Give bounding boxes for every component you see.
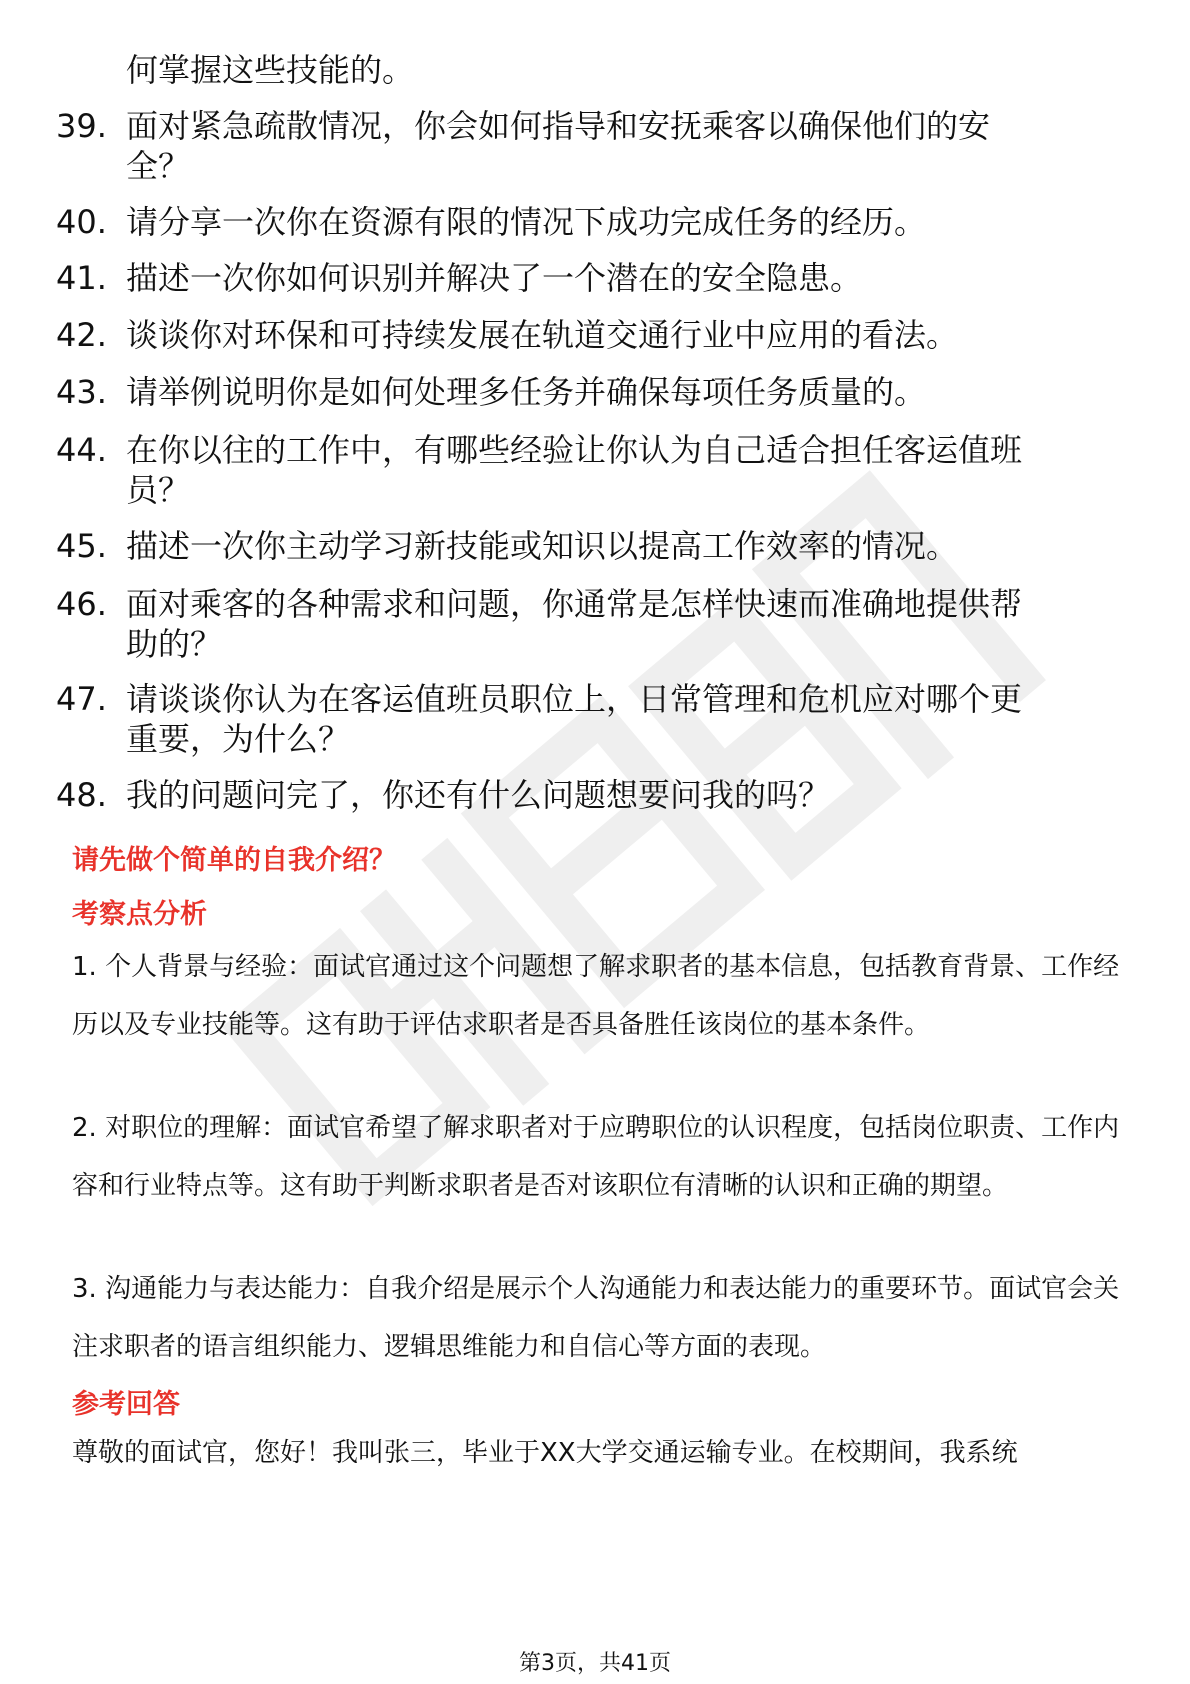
question-number: 43. [56, 373, 107, 411]
page-footer: 第3页，共41页 [519, 1651, 671, 1676]
question-number: 41. [56, 259, 107, 297]
question-item-48 [56, 775, 1116, 815]
question-item-43 [56, 372, 1116, 412]
question-text: 我的问题问完了，你还有什么问题想要问我的吗？ [126, 776, 831, 814]
question-number: 46. [56, 585, 107, 623]
question-number: 42. [56, 316, 107, 354]
question-number: 39. [56, 107, 107, 145]
question-item-46 [56, 584, 1116, 664]
question-text: 在你以往的工作中，有哪些经验让你认为自己适合担任客运值班员？ [126, 431, 1023, 509]
question-number: 47. [56, 680, 107, 718]
question-text: 请分享一次你在资源有限的情况下成功完成任务的经历。 [126, 203, 927, 241]
question-text: 请举例说明你是如何处理多任务并确保每项任务质量的。 [126, 373, 927, 411]
question-item-42 [56, 315, 1116, 355]
question-number: 45. [56, 527, 107, 565]
analysis-point-2: 2. 对职位的理解：面试官希望了解求职者对于应聘职位的认识程度，包括岗位职责、工作内容和行业特点等。这有助于判断求职者是否对该职位有清晰的认识和正确的期望。 [72, 1113, 1120, 1201]
question-item-45 [56, 526, 1116, 566]
question-text: 谈谈你对环保和可持续发展在轨道交通行业中应用的看法。 [126, 316, 959, 354]
question-item-44 [56, 430, 1116, 510]
analysis-point-3: 3. 沟通能力与表达能力：自我介绍是展示个人沟通能力和表达能力的重要环节。面试官会关注求职者的语言组织能力、逻辑思维能力和自信心等方面的表现。 [72, 1274, 1120, 1362]
question-item-39 [56, 106, 1116, 186]
section-answer-title: 参考回答 [72, 1389, 180, 1420]
question-number: 44. [56, 431, 107, 469]
question-item-41 [56, 258, 1116, 298]
question-text: 描述一次你主动学习新技能或知识以提高工作效率的情况。 [126, 527, 959, 565]
question-item-40 [56, 202, 1116, 242]
section-analysis-title: 考察点分析 [72, 899, 207, 930]
question-text: 何掌握这些技能的。 [126, 51, 415, 89]
analysis-point-1: 1. 个人背景与经验：面试官通过这个问题想了解求职者的基本信息，包括教育背景、工作经历以及专业技能等。这有助于评估求职者是否具备胜任该岗位的基本条件。 [72, 952, 1120, 1040]
question-text: 描述一次你如何识别并解决了一个潜在的安全隐患。 [126, 259, 863, 297]
question-number: 40. [56, 203, 107, 241]
section-question-title: 请先做个简单的自我介绍？ [72, 845, 396, 876]
question-number: 48. [56, 776, 107, 814]
answer-paragraph: 尊敬的面试官，您好！我叫张三，毕业于XX大学交通运输专业。在校期间，我系统 [72, 1438, 1018, 1468]
question-text: 请谈谈你认为在客运值班员职位上，日常管理和危机应对哪个更重要，为什么？ [126, 680, 1023, 758]
question-item-continued [56, 50, 1116, 90]
question-text: 面对乘客的各种需求和问题，你通常是怎样快速而准确地提供帮助的？ [126, 585, 1023, 663]
question-item-47 [56, 679, 1116, 759]
question-text: 面对紧急疏散情况，你会如何指导和安抚乘客以确保他们的安全？ [126, 107, 991, 185]
